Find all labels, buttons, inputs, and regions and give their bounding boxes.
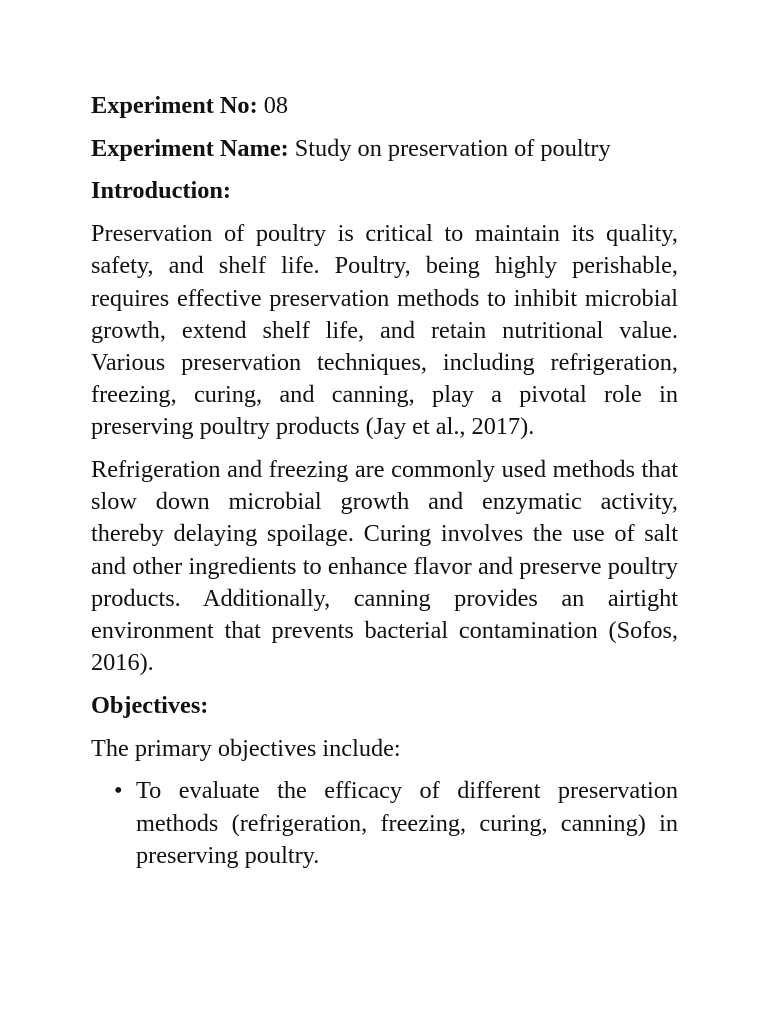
experiment-name [91,133,678,165]
introduction-paragraph-1: Preservation of poultry is critical to maintain its quality, safety, and shelf life. Poultry, being highly perishable, requires effective preservation methods to inhibit microbial growth, extend shelf life, and retain nutritional value. Various preservation techniques, including refrigeration, freezing, curing, and canning, play a pivotal role in preserving poultry products (Jay et al., 2017). [91,220,678,441]
experiment-name-label: Experiment Name: [91,134,289,162]
objective-item [114,775,678,872]
bullet-icon: • [114,777,123,805]
objectives-heading: Objectives: [91,691,209,719]
experiment-number-value: 08 [257,92,289,119]
objective-item-text: To evaluate the efficacy of different preservation methods (refrigeration, freezing, curing, canning) in preserving poultry. [136,777,678,869]
experiment-number-label: Experiment No: [91,92,258,119]
introduction-paragraph-2: Refrigeration and freezing are commonly used methods that slow down microbial growth and enzymatic activity, thereby delaying spoilage. Curing involves the use of salt and other ingredients to enhance flavor and preserve poultry products. Additionally, canning provides an airtight environment that prevents bacterial contamination (Sofos, 2016). [91,456,678,677]
objectives-intro: The primary objectives include: [91,734,401,762]
experiment-number [91,90,678,122]
experiment-name-value: Study on preservation of poultry [288,134,611,162]
introduction-heading: Introduction: [91,177,231,205]
objectives-list [91,775,678,872]
